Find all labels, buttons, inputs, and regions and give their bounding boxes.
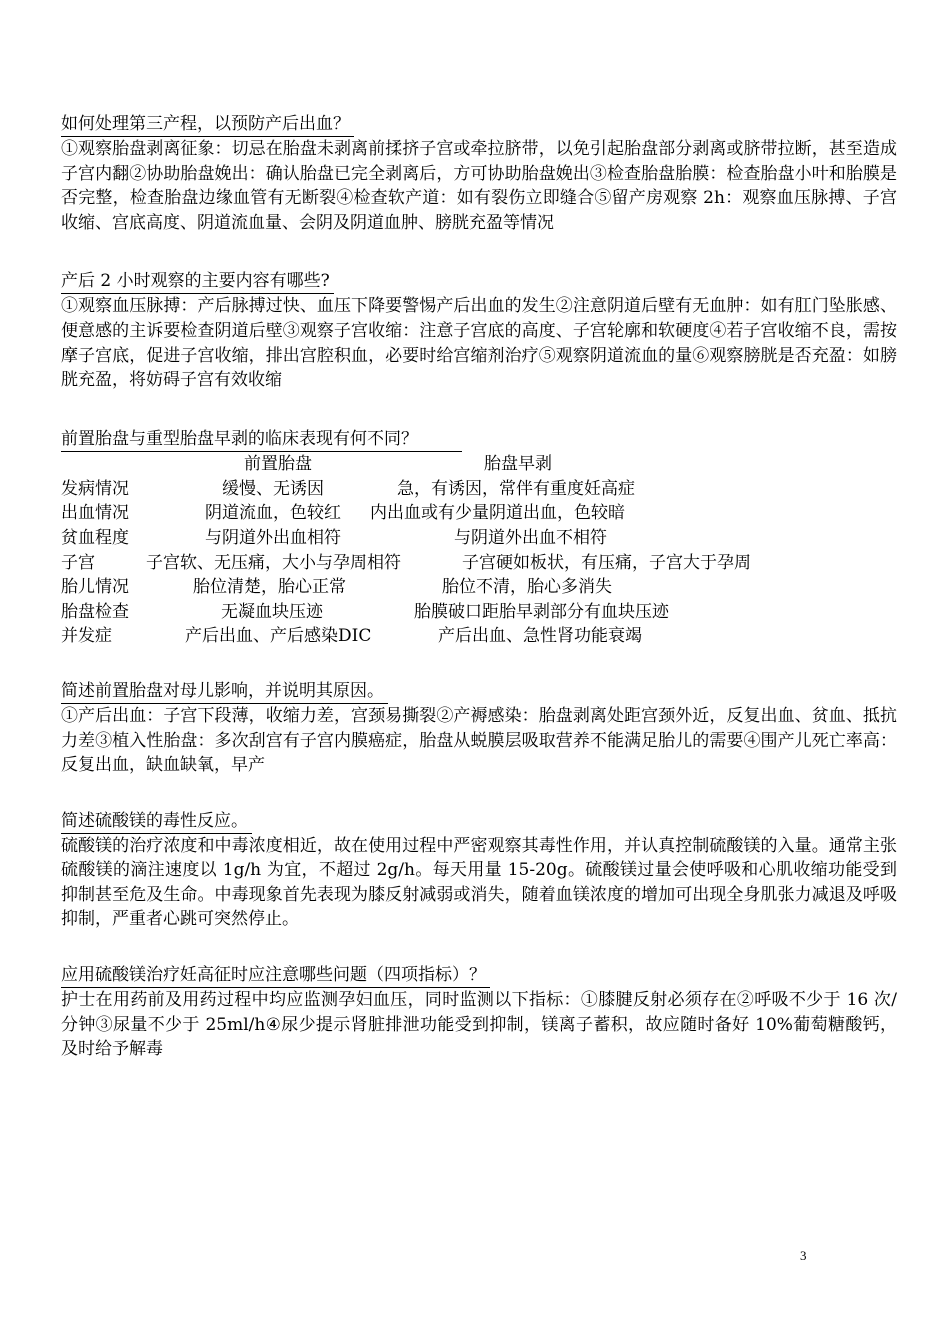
section-postpartum-observation [61,269,897,392]
section-placenta-previa-effects [61,679,897,778]
question-heading: 简述前置胎盘对母儿影响，并说明其原因。 [61,679,388,704]
cell-abruption: 内出血或有少量阴道出血，色较暗 [370,503,625,524]
cell-abruption: 产后出血、急性肾功能衰竭 [438,626,642,647]
section-magnesium-toxicity [61,809,897,932]
cell-previa: 缓慢、无诱因 [222,478,324,499]
question-heading: 如何处理第三产程，以预防产后出血？ [61,112,354,137]
table-row [61,624,897,649]
comparison-table [61,452,897,649]
cell-previa: 与阴道外出血相符 [205,527,341,548]
table-row [61,526,897,551]
table-row [61,600,897,625]
cell-previa: 胎位清楚，胎心正常 [193,577,346,598]
row-label: 贫血程度 [61,527,129,548]
cell-abruption: 急，有诱因，常伴有重度妊高症 [397,478,635,499]
column-header-placenta-previa: 前置胎盘 [244,453,312,474]
cell-previa: 阴道流血，色较红 [205,503,341,524]
document-body [61,112,897,1087]
table-header [61,452,897,477]
row-label: 发病情况 [61,478,129,499]
answer-text: ①观察胎盘剥离征象：切忌在胎盘未剥离前揉挤子宫或牵拉脐带，以免引起胎盘部分剥离或脐带拉断，甚至造成子宫内翻②协助胎盘娩出：确认胎盘已完全剥离后，方可协助胎盘娩出③检查胎盘胎膜：检查胎盘小叶和胎膜是否完整，检查胎盘边缘血管有无断裂④检查软产道：如有裂伤立即缝合⑤留产房观察 2h：观察血压脉搏、子宫收缩、宫底高度、阴道流血量、会阴及阴道血肿、膀胱充盈等情况 [61,139,897,233]
cell-abruption: 胎膜破口距胎早剥部分有血块压迹 [414,601,669,622]
column-header-abruption: 胎盘早剥 [484,453,552,474]
row-label: 子宫 [61,552,95,573]
question-heading: 前置胎盘与重型胎盘早剥的临床表现有何不同？ [61,427,462,452]
cell-abruption: 与阴道外出血不相符 [454,527,607,548]
table-row [61,575,897,600]
answer-text: 护士在用药前及用药过程中均应监测孕妇血压，同时监测以下指标：①膝腱反射必须存在②呼吸不少于 16 次/分钟③尿量不少于 25ml/h④尿少提示肾脏排泄功能受到抑制，镁离子蓄积，故应随时备好 10%葡萄糖酸钙，及时给予解毒 [61,990,897,1060]
row-label: 并发症 [61,626,112,647]
answer-text: ①产后出血：子宫下段薄，收缩力差，宫颈易撕裂②产褥感染：胎盘剥离处距宫颈外近，反复出血、贫血、抵抗力差③植入性胎盘：多次刮宫有子宫内膜癌症，胎盘从蜕膜层吸取营养不能满足胎儿的需要④围产儿死亡率高：反复出血，缺血缺氧，早产 [61,705,897,776]
question-heading: 应用硫酸镁治疗妊高征时应注意哪些问题（四项指标）？ [61,963,490,988]
question-heading: 产后 2 小时观察的主要内容有哪些? [61,269,334,294]
page-number: 3 [800,1248,807,1263]
cell-previa: 产后出血、产后感染DIC [185,626,372,647]
cell-previa: 子宫软、无压痛，大小与孕周相符 [146,552,401,573]
table-row [61,551,897,576]
cell-abruption: 子宫硬如板状，有压痛，子宫大于孕周 [462,552,751,573]
question-heading: 简述硫酸镁的毒性反应。 [61,809,252,834]
table-row [61,477,897,502]
row-label: 胎儿情况 [61,577,129,598]
row-label: 胎盘检查 [61,601,129,622]
answer-text: ①观察血压脉搏：产后脉搏过快、血压下降要警惕产后出血的发生②注意阴道后壁有无血肿：如有肛门坠胀感、便意感的主诉要检查阴道后壁③观察子宫收缩：注意子宫底的高度、子宫轮廓和软硬度④若子宫收缩不良，需按摩子宫底，促进子宫收缩，排出宫腔积血，必要时给宫缩剂治疗⑤观察阴道流血的量⑥观察膀胱是否充盈：如膀胱充盈，将妨碍子宫有效收缩 [61,296,897,391]
row-label: 出血情况 [61,503,129,524]
section-magnesium-indicators [61,963,897,1062]
section-comparison [61,427,897,649]
cell-abruption: 胎位不清，胎心多消失 [442,577,612,598]
table-row [61,501,897,526]
section-third-stage [61,112,897,235]
cell-previa: 无凝血块压迹 [221,601,323,622]
answer-text: 硫酸镁的治疗浓度和中毒浓度相近，故在使用过程中严密观察其毒性作用，并认真控制硫酸镁的入量。通常主张硫酸镁的滴注速度以 1g/h 为宜，不超过 2g/h。每天用量 15-20g。硫酸镁过量会使呼吸和心肌收缩功能受到抑制甚至危及生命。中毒现象首先表现为膝反射减弱或消失，随着血镁浓度的增加可出现全身肌张力减退及呼吸抑制，严重者心跳可突然停止。 [61,835,897,930]
